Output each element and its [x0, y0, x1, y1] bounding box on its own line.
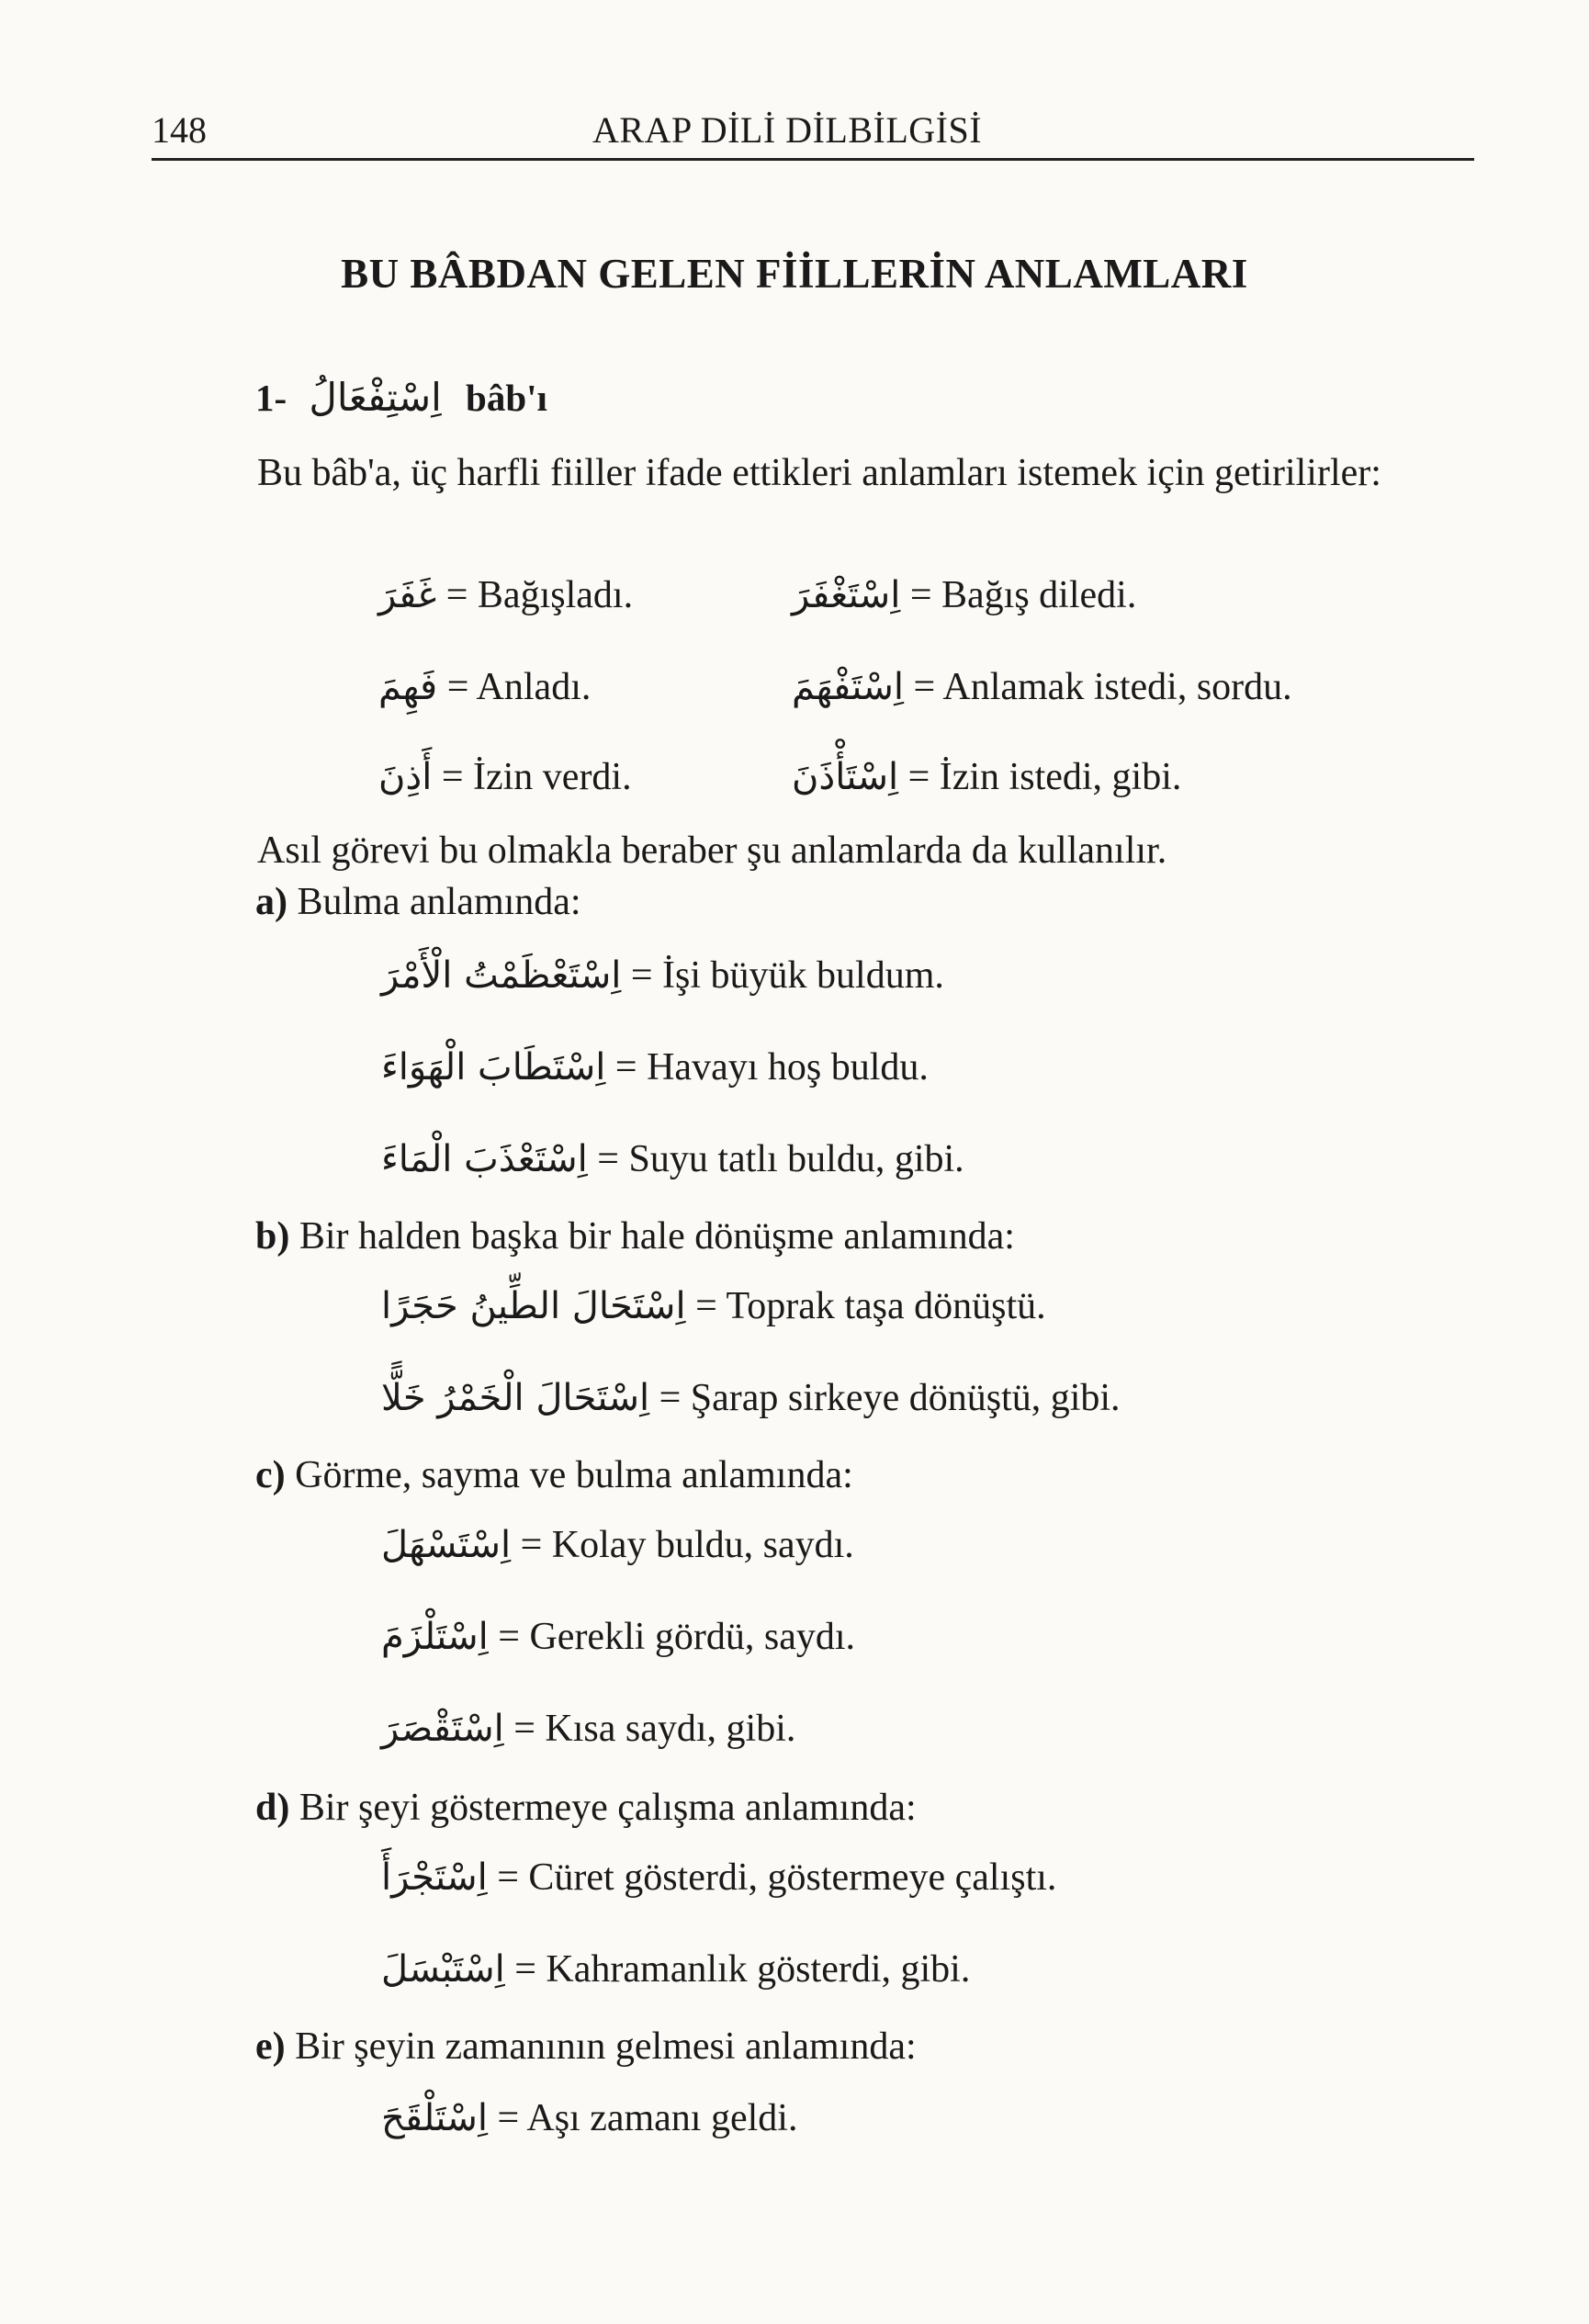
arabic-term: اِسْتَبْسَلَ — [381, 1948, 505, 1991]
arabic-term: أَذِنَ — [378, 756, 433, 798]
arabic-term: اِسْتَسْهَلَ — [381, 1524, 512, 1566]
arabic-term: اِسْتَجْرَأَ — [381, 1856, 488, 1899]
example-a-2 — [381, 1044, 929, 1091]
arabic-term: اِسْتَغْفَرَ — [792, 574, 901, 616]
example-b-2 — [381, 1374, 1121, 1422]
meaning: = Cüret gösterdi, göstermeye çalıştı. — [497, 1856, 1057, 1899]
pair-3-left — [378, 753, 632, 801]
section-e-heading — [255, 2023, 917, 2070]
arabic-term: اِسْتَطَابَ الْهَوَاءَ — [381, 1046, 606, 1089]
meaning: = İşi büyük buldum. — [630, 954, 944, 997]
arabic-term: اِسْتَحَالَ الْخَمْرُ خَلًّا — [381, 1377, 650, 1419]
section-label: a) — [255, 881, 287, 923]
header-rule — [152, 158, 1474, 161]
meaning: = Kolay buldu, saydı. — [520, 1524, 854, 1566]
pair-1-right — [792, 571, 1136, 619]
meaning: = Gerekli gördü, saydı. — [498, 1616, 856, 1658]
usage-note: Asıl görevi bu olmakla beraber şu anlamlarda da kullanılır. — [257, 829, 1167, 872]
section-title: BU BÂBDAN GELEN FİİLLERİN ANLAMLARI — [341, 251, 1248, 297]
pair-1-left — [378, 571, 633, 619]
arabic-term: اِسْتَفْهَمَ — [792, 666, 904, 708]
section-a-heading — [255, 878, 581, 926]
bab-arabic: اِسْتِفْعَالُ — [309, 375, 442, 420]
section-label: e) — [255, 2025, 286, 2068]
section-title-text: Bir halden başka bir hale dönüşme anlamında: — [299, 1215, 1015, 1258]
arabic-term: اِسْتَعْذَبَ الْمَاءَ — [381, 1138, 588, 1180]
arabic-term: اِسْتَلْزَمَ — [381, 1616, 489, 1658]
intro-paragraph: Bu bâb'a, üç harfli fiiller ifade ettikleri anlamları istemek için getirilirler: — [257, 452, 1381, 494]
example-c-3 — [381, 1705, 795, 1753]
meaning: = İzin verdi. — [441, 756, 632, 798]
arabic-term: اِسْتَلْقَحَ — [381, 2097, 488, 2139]
meaning: = Suyu tatlı buldu, gibi. — [597, 1138, 964, 1180]
example-b-1 — [381, 1282, 1046, 1330]
arabic-term: اِسْتَحَالَ الطِّينُ حَجَرًا — [381, 1285, 686, 1327]
bab-heading — [255, 375, 547, 420]
arabic-term: فَهِمَ — [378, 666, 438, 708]
meaning: = İzin istedi, gibi. — [907, 756, 1182, 798]
bab-suffix: bâb'ı — [466, 377, 547, 419]
example-a-1 — [381, 952, 944, 999]
pair-3-right — [792, 753, 1181, 801]
section-c-heading — [255, 1451, 853, 1499]
section-title-text: Görme, sayma ve bulma anlamında: — [295, 1454, 853, 1496]
meaning: = Havayı hoş buldu. — [614, 1046, 929, 1089]
section-label: b) — [255, 1215, 290, 1258]
section-title-text: Bulma anlamında: — [297, 881, 581, 923]
section-b-heading — [255, 1213, 1015, 1260]
running-title: ARAP DİLİ DİLBİLGİSİ — [592, 109, 983, 151]
page-number: 148 — [152, 109, 207, 151]
section-label: d) — [255, 1787, 290, 1829]
example-c-1 — [381, 1521, 854, 1569]
example-a-3 — [381, 1135, 964, 1183]
example-d-1 — [381, 1854, 1056, 1901]
section-label: c) — [255, 1454, 286, 1496]
section-title-text: Bir şeyin zamanının gelmesi anlamında: — [295, 2025, 917, 2068]
arabic-term: غَفَرَ — [378, 574, 437, 616]
meaning: = Bağışladı. — [445, 574, 634, 616]
section-title-text: Bir şeyi göstermeye çalışma anlamında: — [299, 1787, 917, 1829]
meaning: = Toprak taşa dönüştü. — [695, 1285, 1046, 1327]
example-d-2 — [381, 1946, 970, 1993]
meaning: = Kısa saydı, gibi. — [513, 1708, 796, 1750]
arabic-term: اِسْتَقْصَرَ — [381, 1708, 504, 1750]
example-c-2 — [381, 1613, 855, 1661]
meaning: = Anladı. — [446, 666, 592, 708]
arabic-term: اِسْتَأْذَنَ — [792, 756, 899, 798]
arabic-term: اِسْتَعْظَمْتُ الْأَمْرَ — [381, 954, 622, 997]
section-d-heading — [255, 1784, 917, 1832]
meaning: = Aşı zamanı geldi. — [497, 2097, 798, 2139]
bab-number: 1- — [255, 377, 287, 419]
meaning: = Anlamak istedi, sordu. — [913, 666, 1292, 708]
example-e-1 — [381, 2094, 797, 2142]
meaning: = Şarap sirkeye dönüştü, gibi. — [659, 1377, 1121, 1419]
pair-2-right — [792, 663, 1292, 711]
meaning: = Kahramanlık gösterdi, gibi. — [514, 1948, 971, 1991]
meaning: = Bağış diledi. — [909, 574, 1137, 616]
pair-2-left — [378, 663, 591, 711]
